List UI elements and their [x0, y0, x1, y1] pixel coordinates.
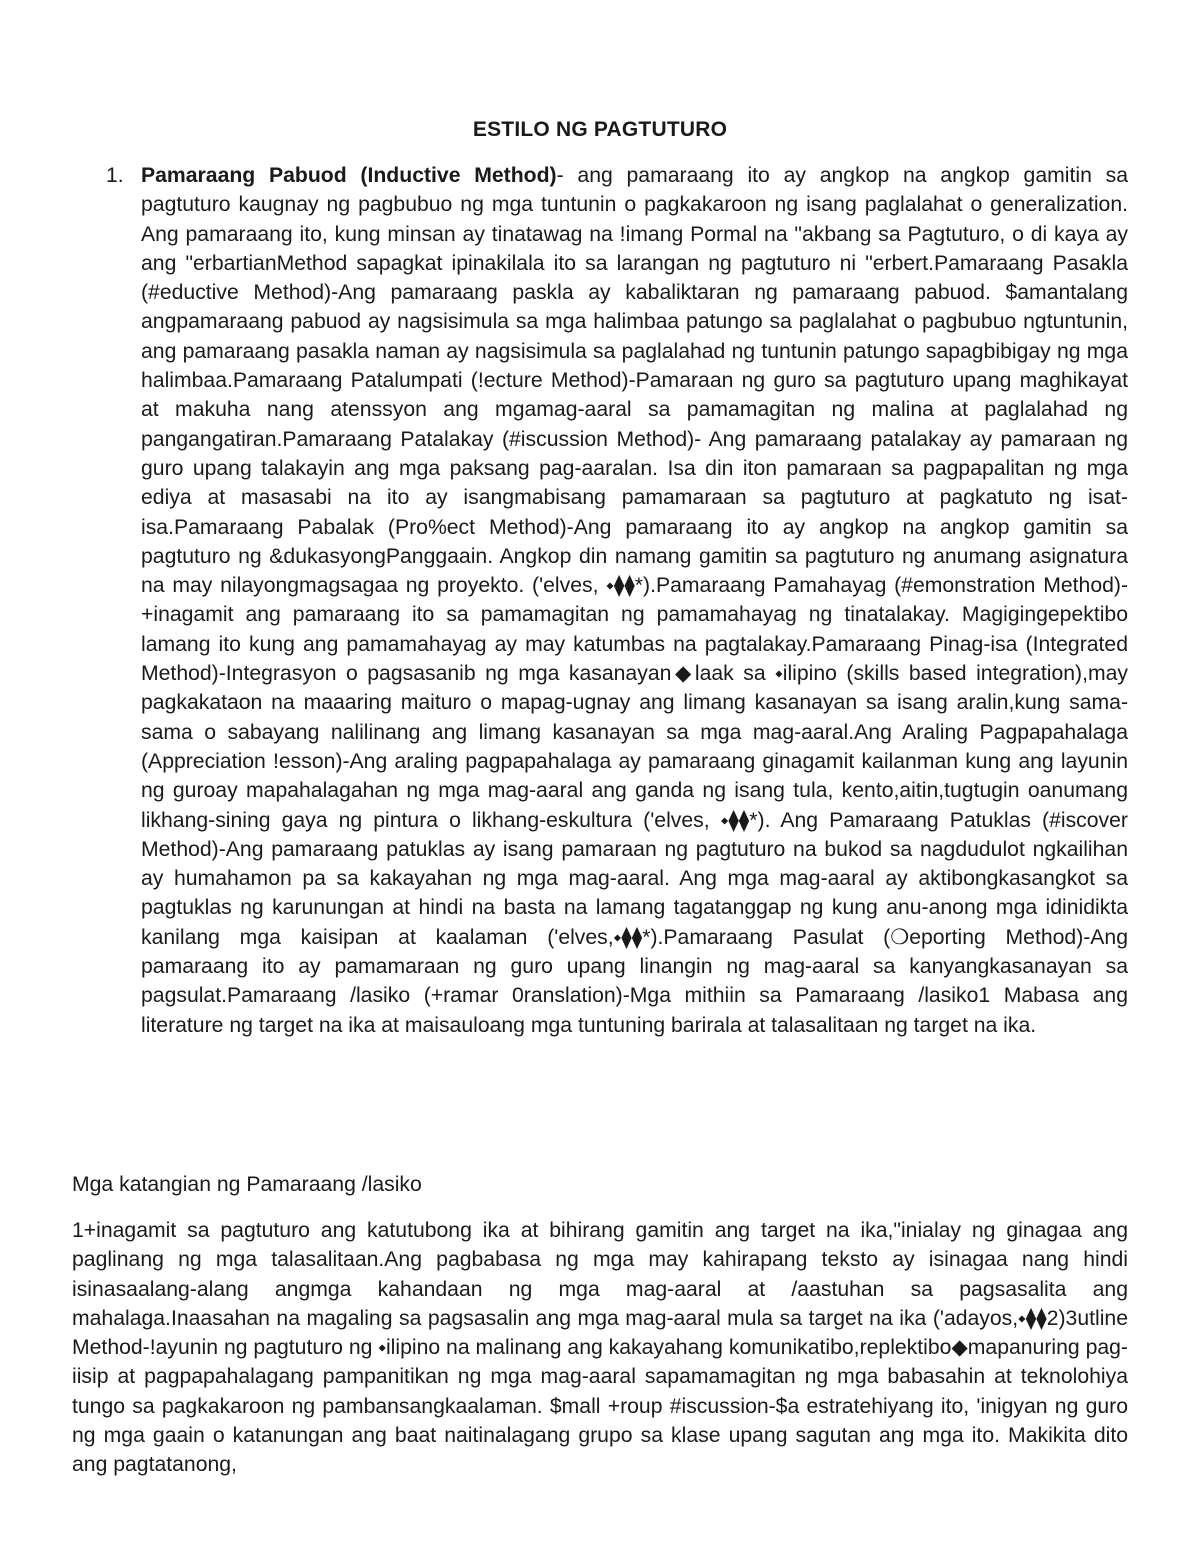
list-number: 1.	[106, 164, 124, 187]
document-title: ESTILO NG PAGTUTURO	[472, 118, 728, 141]
body-paragraph: 1+inagamit sa pagtuturo ang katutubong ika at bihirang gamitin ang target na ika,"inialay ng ginagaa ang paglinang ng mga talasalitaan.Ang pagbabasa ng mga may kahirapang teksto ay isinagaa nang hindi isinasaalang-alang angmga kahandaan ng mga mag-aaral at /aastuhan sa pagsasalita ang mahalaga.Inaasahan na magaling sa pagsasalin ang mga mag-aaral mula sa target na ika ('adayos,⬩⧫⧫2)3utline Method-!ayunin ng pagtuturo ng ⬩ilipino na malinang ang kakayahang komunikatibo,replektibo◆mapanuring pag-iisip at pagpapahalagang pampanitikan ng mga mag-aaral sapamamagitan ng mga babasahin at teknolohiya tungo sa pagkakaroon ng pambansangkaalaman. $mall +roup #iscussion-$a estratehiyang ito, 'inigyan ng guro ng mga gaain o katanungan ang baat naitinalagang grupo sa klase upang sagutan ang mga ito. Makikita dito ang pagtatanong,	[72, 1219, 1128, 1477]
list-item-heading: Pamaraang Pabuod (Inductive Method)	[141, 164, 557, 187]
list-item-text: - ang pamaraang ito ay angkop na angkop gamitin sa pagtuturo kaugnay ng pagbubuo ng mga tuntunin o pagkakaroon ng isang paglalahat o generalization. Ang pamaraang ito, kung minsan ay tinatawag na !imang Pormal na "akbang sa Pagtuturo, o di kaya ay ang "erbartianMethod sapagkat ipinakilala ito sa larangan ng pagtuturo ni "erbert.Pamaraang Pasakla (#eductive Method)-Ang pamaraang paskla ay kabaliktaran ng pamaraang pabuod. $amantalang angpamaraang pabuod ay nagsisimula sa mga halimbaa patungo sa paglalahat o pagbubuo ngtuntunin, ang pamaraang pasakla naman ay nagsisimula sa paglalahad ng tuntunin patungo sapagbibigay ng mga halimbaa.Pamaraang Patalumpati (!ecture Method)-Pamaraan ng guro sa pagtuturo upang maghikayat at makuha nang atenssyon ang mgamag-aaral sa pamamagitan ng malina at paglalahad ng pangangatiran.Pamaraang Patalakay (#iscussion Method)- Ang pamaraang patalakay ay pamaraan ng guro upang talakayin ang mga paksang pag-aaralan. Isa din iton pamaraan sa pagpapalitan ng mga ediya at masasabi na ito ay isangmabisang pamamaraan sa pagtuturo at pagkatuto ng isat-isa.Pamaraang Pabalak (Pro%ect Method)-Ang pamaraang ito ay angkop na angkop gamitin sa pagtuturo ng &dukasyongPanggaain. Angkop din namang gamitin sa pagtuturo ng anumang asignatura na may nilayongmagsagaa ng proyekto. ('elves, ⬩⧫⧫*).Pamaraang Pamahayag (#emonstration Method)-+inagamit ang pamaraang ito sa pamamagitan ng pamamahayag ng tinatalakay. Magigingepektibo lamang ito kung ang pamamahayag ay may katumbas na pagtalakay.Pamaraang Pinag-isa (Integrated Method)-Integrasyon o pagsasanib ng mga kasanayan◆laak sa ⬩ilipino (skills based integration),may pagkakataon na maaaring maituro o mapag-ugnay ang limang kasanayan sa isang aralin,kung sama-sama o sabayang nalilinang ang limang kasanayan sa mga mag-aaral.Ang Araling Pagpapahalaga (Appreciation !esson)-Ang araling pagpapahalaga ay pamaraang ginagamit kailanman kung ang layunin ng guroay mapahalagahan ng mga mag-aaral ang ganda ng isang tula, kento,aitin,tugtugin oanumang likhang-sining gaya ng pintura o likhang-eskultura ('elves, ⬩⧫⧫*). Ang Pamaraang Patuklas (#iscover Method)-Ang pamaraang patuklas ay isang pamaraan ng pagtuturo na bukod sa nagdudulot ngkailihan ay humahamon pa sa kakayahan ng mga mag-aaral. Ang mga mag-aaral ay aktibongkasangkot sa pagtuklas ng karunungan at hindi na basta na lamang tagatanggap ng kung anu-anong mga idinidikta kanilang mga kaisipan at kaalaman ('elves,⬩⧫⧫*).Pamaraang Pasulat (❍eporting Method)-Ang pamaraang ito ay pamamaraan ng guro upang linangin ng mag-aaral sa kanyangkasanayan sa pagsulat.Pamaraang /lasiko (+ramar 0ranslation)-Mga mithiin sa Pamaraang /lasiko1 Mabasa ang literature ng target na ika at maisauloang mga tuntuning barirala at talasalitaan ng target na ika.	[141, 164, 1128, 1037]
list-item-body	[141, 161, 1128, 1040]
section-subheading: Mga katangian ng Pamaraang /lasiko	[72, 1173, 422, 1196]
